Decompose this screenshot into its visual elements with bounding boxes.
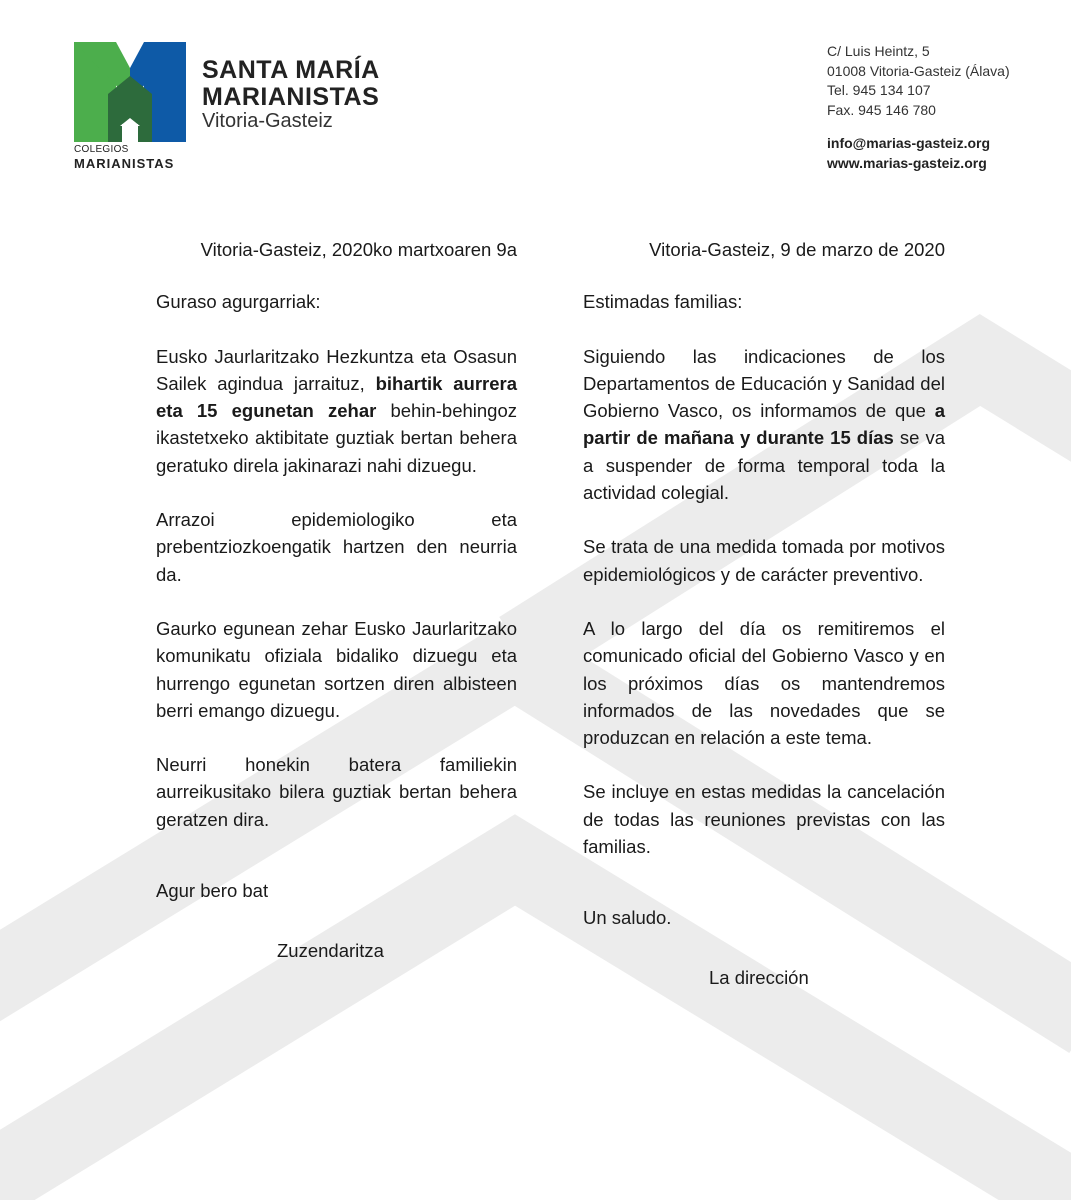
paragraph-basque-1-highlight: bihartik aurrera eta 15 egunetan zehar — [156, 372, 518, 422]
paragraph-spanish-1-highlight: a partir de mañana y durante 15 días — [583, 400, 946, 449]
paragraph-basque-1-start: Eusko Jaurlaritzako Hezkuntza eta Osasun Sailek agindua jarraituz, — [156, 345, 517, 394]
contact-fax: Fax. 945 146 780 — [827, 101, 936, 118]
greeting-basque: Guraso agurgarriak: — [156, 291, 321, 313]
paragraph-spanish-4: Se incluye en estas medidas la cancelación de todas las reuniones previstas con las familias. — [583, 781, 945, 858]
paragraph-spanish-2: Se trata de una medida tomada por motivos epidemiológicos y de carácter preventivo. — [583, 536, 945, 585]
logo-door — [122, 124, 138, 142]
closing-basque: Agur bero bat — [156, 880, 269, 902]
date-basque: Vitoria-Gasteiz, 2020ko martxoaren 9a — [200, 239, 517, 260]
contact-street: C/ Luis Heintz, 5 — [827, 43, 930, 59]
brand-name-line1: SANTA MARÍA — [202, 56, 380, 84]
paragraph-spanish-1-end: se va a suspender de forma temporal toda la actividad colegial. — [583, 427, 946, 504]
logo-caption-marianistas: MARIANISTAS — [74, 156, 175, 171]
contact-email-link[interactable]: info@marias-gasteiz.org — [827, 135, 991, 151]
contact-online-block — [827, 134, 990, 173]
paragraph-basque-1-end: behin-behingoz ikastetxeko aktibitate guztiak bertan behera geratuko direla jakinarazi nahi dizuegu. — [156, 400, 518, 476]
greeting-spanish: Estimadas familias: — [583, 291, 743, 313]
contact-city: 01008 Vitoria-Gasteiz (Álava) — [827, 62, 1010, 79]
contact-phone: Tel. 945 134 107 — [827, 82, 931, 98]
marianistas-logo — [74, 42, 186, 142]
contact-website-link[interactable]: www.marias-gasteiz.org — [827, 154, 987, 171]
date-spanish: Vitoria-Gasteiz, 9 de marzo de 2020 — [649, 239, 945, 260]
signature-spanish: La dirección — [709, 966, 809, 988]
paragraph-spanish-1 — [583, 343, 945, 507]
signature-basque: Zuzendaritza — [277, 940, 384, 962]
paragraph-basque-1 — [156, 343, 517, 479]
closing-spanish: Un saludo. — [583, 907, 672, 929]
contact-address-block — [827, 42, 1010, 120]
letter-basque-column — [156, 236, 517, 965]
logo-caption-colegios: COLEGIOS — [74, 144, 129, 155]
paragraph-basque-3: Gaurko egunean zehar Eusko Jaurlaritzako komunikatu ofiziala bidaliko dizuegu eta hurrengo egunetan sortzen diren albisteen berri emango dizuegu. — [156, 617, 517, 721]
paragraph-basque-4: Neurri honekin batera familiekin aurreikusitako bilera guztiak bertan behera geratzen dira. — [156, 754, 517, 830]
paragraph-basque-2: Arrazoi epidemiologiko eta prebentziozkoengatik hartzen den neurria da. — [156, 509, 517, 585]
brand-city: Vitoria-Gasteiz — [202, 110, 333, 132]
brand-name-line2: MARIANISTAS — [202, 83, 380, 111]
letter-spanish-column — [583, 236, 945, 991]
paragraph-spanish-3: A lo largo del día os remitiremos el comunicado oficial del Gobierno Vasco y en los próximos días os mantendremos informados de las novedades que se produzcan en relación a este tema. — [583, 617, 945, 749]
paragraph-spanish-1-start: Siguiendo las indicaciones de los Departamentos de Educación y Sanidad del Gobierno Vasco, os informamos de que — [583, 345, 945, 422]
